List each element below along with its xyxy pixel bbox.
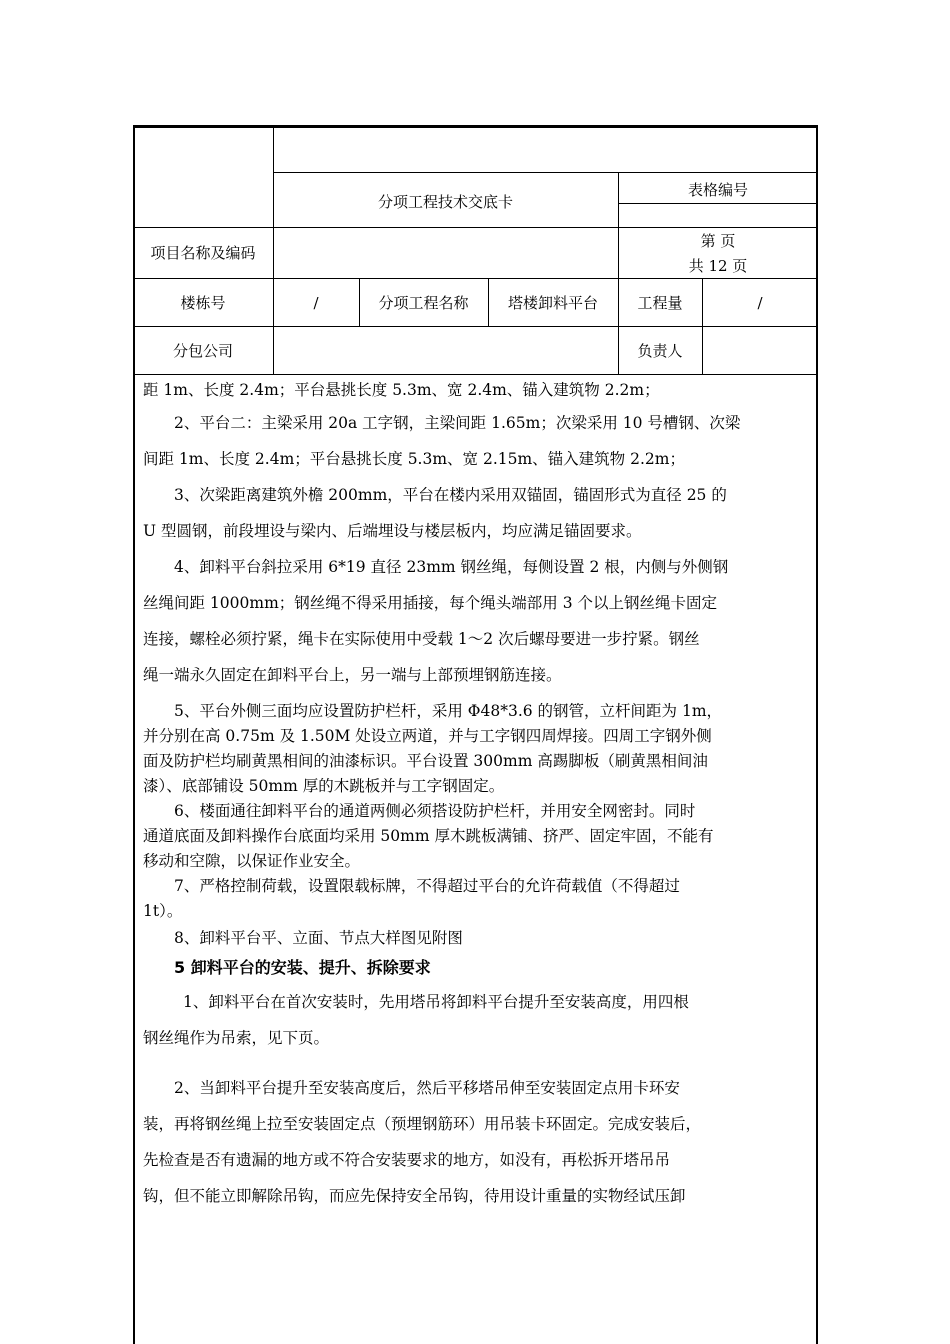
body-line: 先检查是否有遗漏的地方或不符合安装要求的地方，如没有，再松拆开塔吊吊 [143, 1151, 671, 1169]
body-line: 3、次梁距离建筑外檐 200mm，平台在楼内采用双锚固，锚固形式为直径 25 的 [174, 486, 727, 504]
grid-line [273, 172, 818, 173]
body-line: 8、卸料平台平、立面、节点大样图见附图 [174, 929, 463, 947]
body-line: 距 1m、长度 2.4m；平台悬挑长度 5.3m、宽 2.4m、锚入建筑物 2.2m； [143, 381, 660, 399]
quantity-label: 工程量 [637, 294, 683, 312]
body-line: 6、楼面通往卸料平台的通道两侧必须搭设防护栏杆，并用安全网密封。同时 [174, 802, 696, 820]
subproject-value: 塔楼卸料平台 [507, 294, 598, 312]
body-line: 面及防护栏均刷黄黑相间的油漆标识。平台设置 300mm 高踢脚板（刷黄黑相间油 [143, 752, 708, 770]
total-pages: 共 12 页 [688, 257, 748, 275]
body-line: 2、平台二：主梁采用 20a 工字钢，主梁间距 1.65m；次梁采用 10 号槽钢、次梁 [174, 414, 741, 432]
quantity-value: / [757, 294, 763, 312]
body-line: 通道底面及卸料操作台底面均采用 50mm 厚木跳板满铺、挤严、固定牢固，不能有 [143, 827, 714, 845]
document-body [143, 375, 808, 1214]
body-line: 间距 1m、长度 2.4m；平台悬挑长度 5.3m、宽 2.15m、锚入建筑物 2.2m； [143, 450, 685, 468]
body-line: 连接，螺栓必须拧紧，绳卡在实际使用中受载 1～2 次后螺母要进一步拧紧。钢丝 [143, 630, 700, 648]
project-label: 项目名称及编码 [150, 244, 256, 262]
body-line: 7、严格控制荷载，设置限载标牌，不得超过平台的允许荷载值（不得超过 [174, 877, 680, 895]
grid-line [133, 326, 818, 327]
body-line: 移动和空隙，以保证作业安全。 [143, 852, 361, 870]
subcontractor-label: 分包公司 [172, 342, 233, 360]
body-line: 丝绳间距 1000mm；钢丝绳不得采用插接，每个绳头端部用 3 个以上钢丝绳卡固定 [143, 594, 717, 612]
grid-line [273, 127, 274, 374]
section-heading: 5 卸料平台的安装、提升、拆除要求 [174, 958, 431, 977]
body-line: 4、卸料平台斜拉采用 6*19 直径 23mm 钢丝绳，每侧设置 2 根，内侧与外侧钢 [174, 558, 729, 576]
body-line: 1t）。 [143, 902, 183, 920]
body-line: 5、平台外侧三面均应设置防护栏杆，采用 Φ48*3.6 的钢管，立杆间距为 1m， [174, 702, 723, 720]
page-label: 第 页 [700, 232, 736, 250]
grid-line [133, 278, 818, 279]
body-line: 漆）、底部铺设 50mm 厚的木跳板并与工字钢固定。 [143, 777, 505, 795]
subproject-label: 分项工程名称 [378, 294, 469, 312]
grid-line [618, 203, 818, 204]
grid-line [133, 227, 818, 228]
body-line: 钢丝绳作为吊索，见下页。 [143, 1029, 330, 1047]
person-in-charge-label: 负责人 [637, 342, 683, 360]
body-line: U 型圆钢，前段埋设与梁内、后端埋设与楼层板内，均应满足锚固要求。 [143, 522, 642, 540]
body-line: 并分别在高 0.75m 及 1.50M 处设立两道，并与工字钢四周焊接。四周工字钢外侧 [143, 727, 712, 745]
body-line: 绳一端永久固定在卸料平台上，另一端与上部预埋钢筋连接。 [143, 666, 562, 684]
body-line: 钩，但不能立即解除吊钩，而应先保持安全吊钩，待用设计重量的实物经试压卸 [143, 1187, 686, 1205]
building-value: / [313, 294, 319, 312]
building-label: 楼栋号 [180, 294, 226, 312]
body-line: 装，再将钢丝绳上拉至安装固定点（预埋钢筋环）用吊装卡环固定。完成安装后， [143, 1115, 702, 1133]
form-number-label: 表格编号 [687, 181, 748, 199]
form-title: 分项工程技术交底卡 [377, 193, 513, 211]
body-line: 2、当卸料平台提升至安装高度后，然后平移塔吊伸至安装固定点用卡环安 [174, 1079, 680, 1097]
body-line: 1、卸料平台在首次安装时，先用塔吊将卸料平台提升至安装高度，用四根 [183, 993, 689, 1011]
